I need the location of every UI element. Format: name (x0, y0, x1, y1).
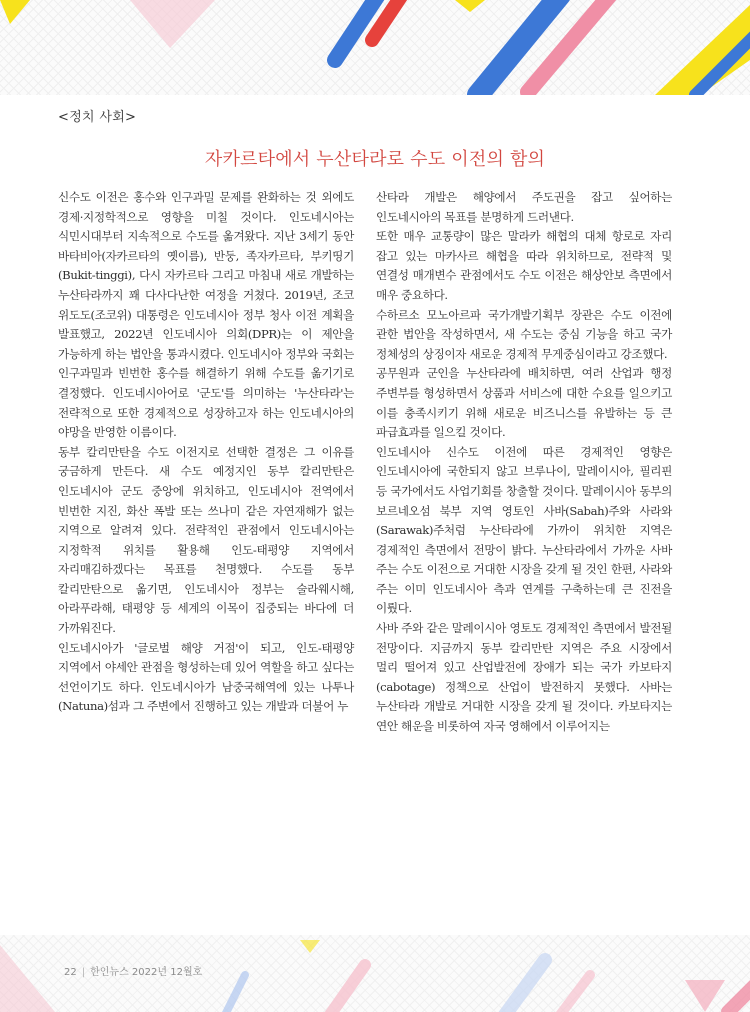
page-footer (64, 963, 202, 978)
yellow-triangle-shape (455, 0, 485, 12)
paragraph: 인도네시아 신수도 이전에 따른 경제적인 영향은 인도네시아에 국한되지 않고 브루나이, 말레이시아, 필리핀 등 국가에서도 사업기회를 창출할 것이다. 말레이시아 동부의 보르네오섬 북부 지역 영토인 사바(Sabah)주와 사라와(Sarawak)주처럼 누산타라에 가까이 위치한 지역은 경제적인 측면에서 전망이 밝다. 누산타라에서 가까운 사바 주는 수도 이전으로 거대한 시장을 갖게 될 것인 한편, 사라와 주는 이미 인도네시아 측과 연계를 구축하는데 큰 진전을 이뤘다. (376, 444, 672, 616)
page-number: 22 (64, 967, 77, 978)
paragraph: 공무원과 군인을 누산타라에 배치하면, 여러 산업과 행정 주변부를 형성하면서 상품과 서비스에 대한 수요를 일으키고 이를 충족시키기 위해 새로운 비즈니스를 유발하는 등 큰 파급효과를 일으킬 것이다. (376, 366, 672, 440)
pink-triangle-shape (0, 945, 55, 1012)
article-column-right (376, 188, 672, 737)
pink-stroke-shape (560, 975, 590, 1012)
section-label: <정치 사회> (58, 110, 137, 125)
paragraph: 또한 매우 교통량이 많은 말라카 해협의 대체 항로로 자리 잡고 있는 마카사르 해협을 따라 위치하므로, 전략적 및 연결성 매개변수 관점에서도 수도 이전은 해상안보 측면에서 매우 중요하다. (376, 229, 672, 302)
article-column-left (58, 188, 354, 717)
pink-stroke-shape (330, 965, 365, 1012)
pink-triangle-shape (685, 980, 725, 1012)
red-stroke-shape (728, 975, 750, 1012)
publication-name: 한인뉴스 2022년 12월호 (90, 967, 203, 978)
pink-triangle-shape (130, 0, 215, 48)
paragraph: 인도네시아가 '글로벌 해양 거점'이 되고, 인도-태평양 지역에서 야세안 관점을 형성하는데 있어 역할을 하고 싶다는 선언이기도 하다. 인도네시아가 남중국해역에 있는 나투나(Natuna)섬과 그 주변에서 진행하고 있는 개발과 더불어 누 (58, 640, 354, 714)
article-title: 자카르타에서 누산타라로 수도 이전의 함의 (204, 149, 546, 170)
blue-stroke-shape (505, 960, 545, 1012)
yellow-triangle-shape (300, 940, 320, 953)
paragraph: 수하르소 모노아르파 국가개발기획부 장관은 수도 이전에 관한 법안을 작성하면서, 새 수도는 중심 기능을 하고 국가 정체성의 상징이자 새로운 경제적 무게중심이라고 강조했다. (376, 307, 672, 361)
paragraph: 사바 주와 같은 말레이시아 영토도 경제적인 측면에서 발전될 전망이다. 지금까지 동부 칼리만탄 지역은 주요 시장에서 멀리 떨어져 있고 산업발전에 장애가 되는 국가 카보타지(cabotage) 정책으로 산업이 발전하지 못했다. 사바는 누산타라 개발로 거대한 시장을 갖게 될 것이다. 카보타지는 연안 해운을 비롯하여 자국 영해에서 이루어지는 (376, 621, 672, 734)
paragraph: 산타라 개발은 해양에서 주도권을 잡고 싶어하는 인도네시아의 목표를 분명하게 드러낸다. (376, 190, 672, 224)
paragraph: 동부 칼리만탄을 수도 이전지로 선택한 결정은 그 이유를 궁금하게 만든다. 새 수도 예정지인 동부 칼리만탄은 인도네시아 군도 중앙에 위치하고, 인도네시아 전역에서 빈번한 지진, 화산 폭발 또는 쓰나미 같은 자연재해가 없는 지역으로 알려져 있다. 전략적인 관점에서 인도네시아는 지정학적 위치를 활용해 인도-태평양 지역에서 자리매김하겠다는 목표를 천명했다. 수도를 동부 칼리만탄으로 옮기면, 인도네시아 정부는 술라웨시해, 아라푸라해, 태평양 등 세계의 이목이 집중되는 바다에 더 가까워진다. (58, 444, 354, 636)
yellow-triangle-shape (0, 0, 30, 24)
blue-stroke-shape (220, 975, 245, 1012)
footer-separator: | (81, 967, 86, 978)
top-decor-shapes (0, 0, 750, 95)
paragraph: 신수도 이전은 홍수와 인구과밀 문제를 완화하는 것 외에도 경제·지정학적으로 영향을 미칠 것이다. 인도네시아는 식민시대부터 지속적으로 수도를 옮겨왔다. 지난 3세기 동안 바타비아(자카르타의 옛이름), 반둥, 족자카르타, 부키띵기(Bukit-tinggi), 다시 자카르타 그리고 마침내 새로 개발하는 누산타라까지 꽤 다사다난한 여정을 거쳤다. 2019년, 조코 위도도(조코위) 대통령은 인도네시아 정부 청사 이전 계획을 발표했고, 2022년 인도네시아 의회(DPR)는 이 제안을 가능하게 하는 법안을 통과시켰다. 인도네시아 정부와 국회는 인구과밀과 빈번한 홍수를 해결하기 위해 수도를 옮기기로 결정했다. 인도네시아어로 '군도'를 의미하는 '누산타라'는 전략적으로 또한 경제적으로 성장하고자 하는 인도네시아의 야망을 반영한 이름이다. (58, 190, 354, 440)
